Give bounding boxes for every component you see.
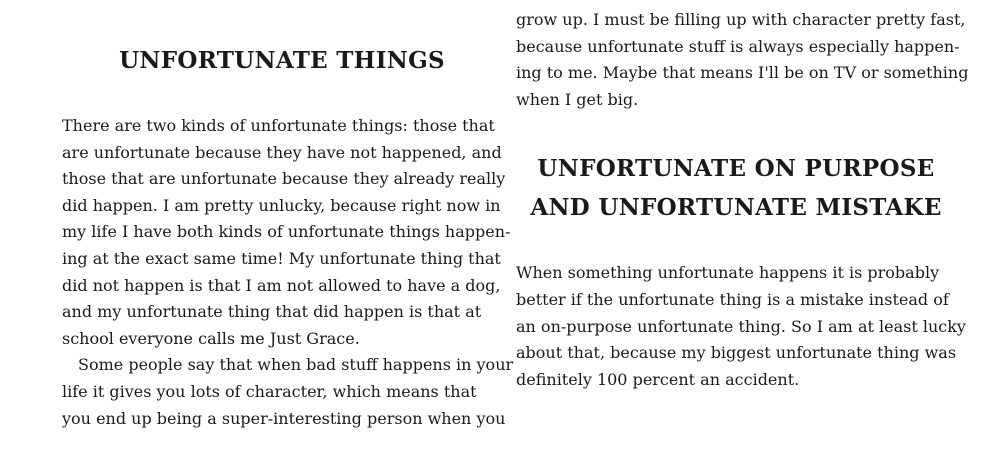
paragraph-2 [62,352,514,432]
text-line: you end up being a super-interesting person when you [62,408,506,428]
text-line: my life I have both kinds of unfortunate things happen- [62,222,511,242]
text-line: did happen. I am pretty unlucky, because right now in [62,195,501,215]
text-line: when I get big. [516,89,639,109]
paragraph-1 [62,113,511,352]
text-line: ing to me. Maybe that means I'll be on TV or something [516,63,969,83]
section-heading-unfortunate-on-purpose [516,149,956,227]
left-column [62,0,514,432]
text-line: When something unfortunate happens it is probably [516,263,940,283]
text-line: about that, because my biggest unfortunate thing was [516,343,957,363]
heading-line: UNFORTUNATE ON PURPOSE [537,155,935,183]
text-line: those that are unfortunate because they already really [62,169,506,189]
paragraph-3 [516,260,966,393]
heading-line: AND UNFORTUNATE MISTAKE [530,194,942,222]
text-line: an on-purpose unfortunate thing. So I am at least lucky [516,316,966,336]
text-line: life it gives you lots of character, which means that [62,381,477,401]
text-line: better if the unfortunate thing is a mistake instead of [516,289,949,309]
text-line: grow up. I must be filling up with character pretty fast, [516,10,966,29]
text-line: and my unfortunate thing that did happen is that at [62,302,482,322]
section-heading-unfortunate-things: UNFORTUNATE THINGS [119,47,445,74]
text-line: did not happen is that I am not allowed to have a dog, [62,275,501,295]
text-line: definitely 100 percent an accident. [516,369,800,389]
text-line: because unfortunate stuff is always especially happen- [516,36,960,56]
text-line: school everyone calls me Just Grace. [62,328,360,348]
text-line: Some people say that when bad stuff happens in your [78,355,514,375]
continued-paragraph [516,7,969,113]
text-line: There are two kinds of unfortunate things: those that [62,116,495,135]
text-line: are unfortunate because they have not happened, and [62,142,502,162]
text-line: ing at the exact same time! My unfortunate thing that [62,248,501,268]
right-column [516,0,969,393]
